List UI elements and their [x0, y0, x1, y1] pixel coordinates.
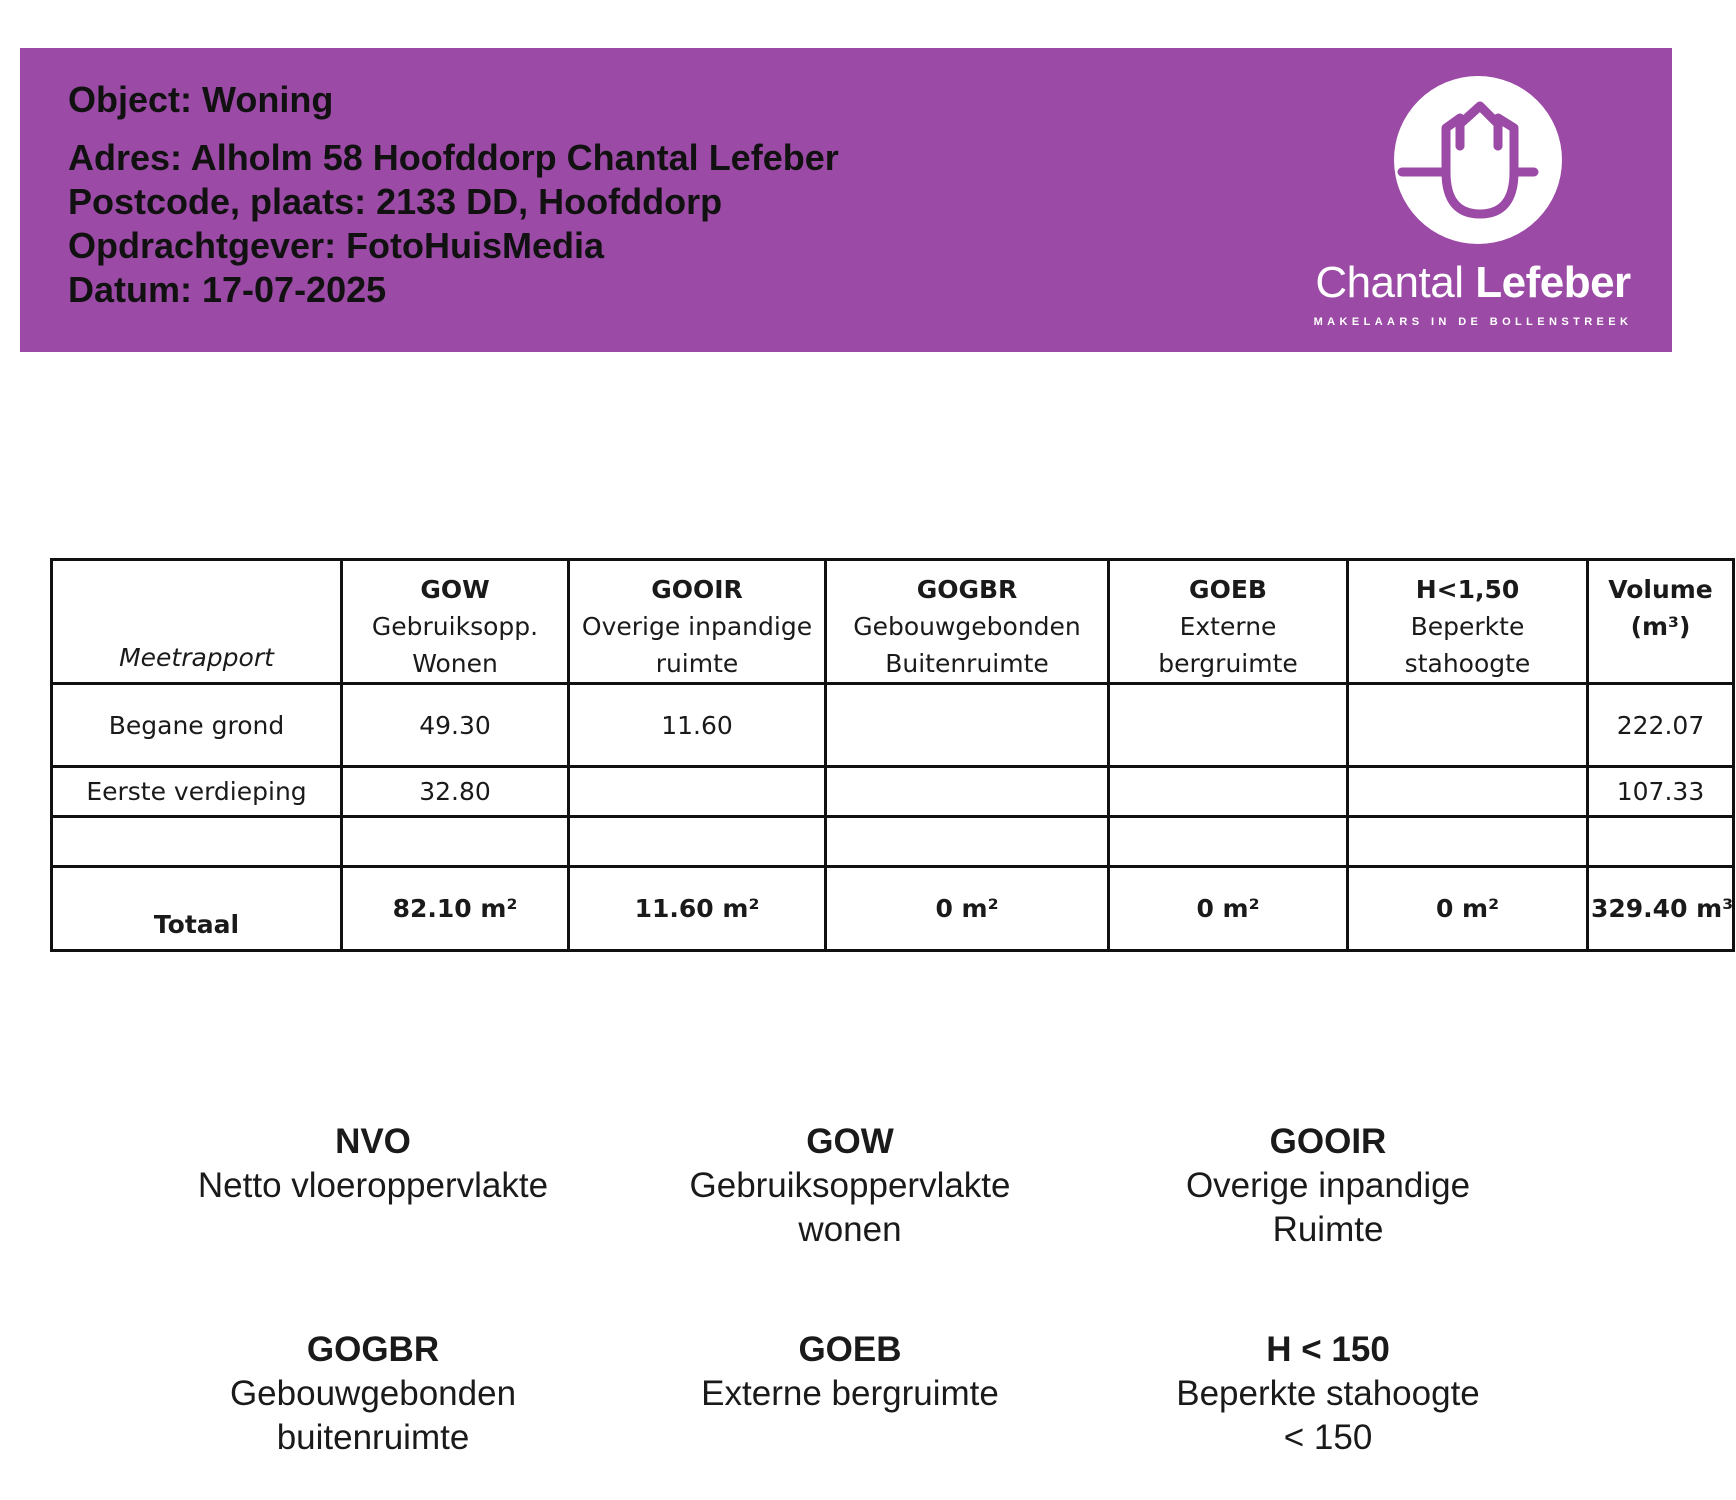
legend-item-goeb: GOEB Externe bergruimte: [701, 1330, 999, 1413]
brand-name: [1303, 258, 1643, 308]
column-header: GOGBR Gebouwgebonden Buitenruimte: [826, 560, 1109, 684]
table-row: [52, 684, 1734, 767]
legend-item-gogbr: GOGBR Gebouwgebonden buitenruimte: [229, 1330, 517, 1457]
header-banner: [20, 48, 1672, 352]
table-cell: 11.60: [569, 684, 826, 767]
total-cell: 11.60 m²: [569, 867, 826, 951]
table-cell: [1109, 767, 1348, 817]
table-cell: [826, 817, 1109, 867]
brand-tagline: MAKELAARS IN DE BOLLENSTREEK: [1313, 316, 1633, 328]
address-line: Adres: Alholm 58 Hoofddorp Chantal Lefeber: [68, 137, 839, 178]
column-header: GOW Gebruiksopp. Wonen: [342, 560, 569, 684]
total-cell: 0 m²: [826, 867, 1109, 951]
table-cell: [1109, 817, 1348, 867]
row-label: [52, 817, 342, 867]
postcode-line: Postcode, plaats: 2133 DD, Hoofddorp: [68, 181, 723, 222]
legend-item-gooir: GOOIR Overige inpandige Ruimte: [1185, 1122, 1471, 1249]
table-cell: [1348, 767, 1588, 817]
table-row: [52, 817, 1734, 867]
table-cell: 32.80: [342, 767, 569, 817]
property-info: [68, 78, 839, 312]
object-line: Object: Woning: [68, 79, 334, 120]
column-header: H<1,50 Beperkte stahoogte: [1348, 560, 1588, 684]
table-cell: [569, 767, 826, 817]
legend-item-gow: GOW Gebruiksoppervlakte wonen: [689, 1122, 1011, 1249]
total-cell: 0 m²: [1348, 867, 1588, 951]
total-cell: 329.40 m³: [1588, 867, 1734, 951]
legend-item-h150: H < 150 Beperkte stahoogte < 150: [1176, 1330, 1480, 1457]
date-line: Datum: 17-07-2025: [68, 269, 387, 310]
table-cell: [342, 817, 569, 867]
table-cell: [569, 817, 826, 867]
table-cell: [1348, 684, 1588, 767]
total-cell: 0 m²: [1109, 867, 1348, 951]
row-label: Eerste verdieping: [52, 767, 342, 817]
table-cell: 107.33: [1588, 767, 1734, 817]
legend-item-nvo: NVO Netto vloeroppervlakte: [197, 1122, 549, 1205]
measurement-table: [50, 558, 1735, 952]
table-cell: [1588, 817, 1734, 867]
table-cell: 222.07: [1588, 684, 1734, 767]
table-cell: [826, 684, 1109, 767]
brand-light: Chantal: [1315, 258, 1464, 307]
table-cell: 49.30: [342, 684, 569, 767]
corner-label: Meetrapport: [52, 560, 342, 684]
total-row: [52, 867, 1734, 951]
total-cell: 82.10 m²: [342, 867, 569, 951]
table-header-row: [52, 560, 1734, 684]
brand-bold: Lefeber: [1475, 258, 1631, 307]
total-label: Totaal: [52, 867, 342, 951]
column-header: GOOIR Overige inpandige ruimte: [569, 560, 826, 684]
table-cell: [1109, 684, 1348, 767]
client-line: Opdrachtgever: FotoHuisMedia: [68, 225, 605, 266]
column-header: GOEB Externe bergruimte: [1109, 560, 1348, 684]
table-cell: [826, 767, 1109, 817]
row-label: Begane grond: [52, 684, 342, 767]
table-cell: [1348, 817, 1588, 867]
table-row: [52, 767, 1734, 817]
company-logo: [1303, 76, 1643, 336]
column-header: Volume (m³): [1588, 560, 1734, 684]
tulip-house-icon: [1394, 76, 1562, 244]
